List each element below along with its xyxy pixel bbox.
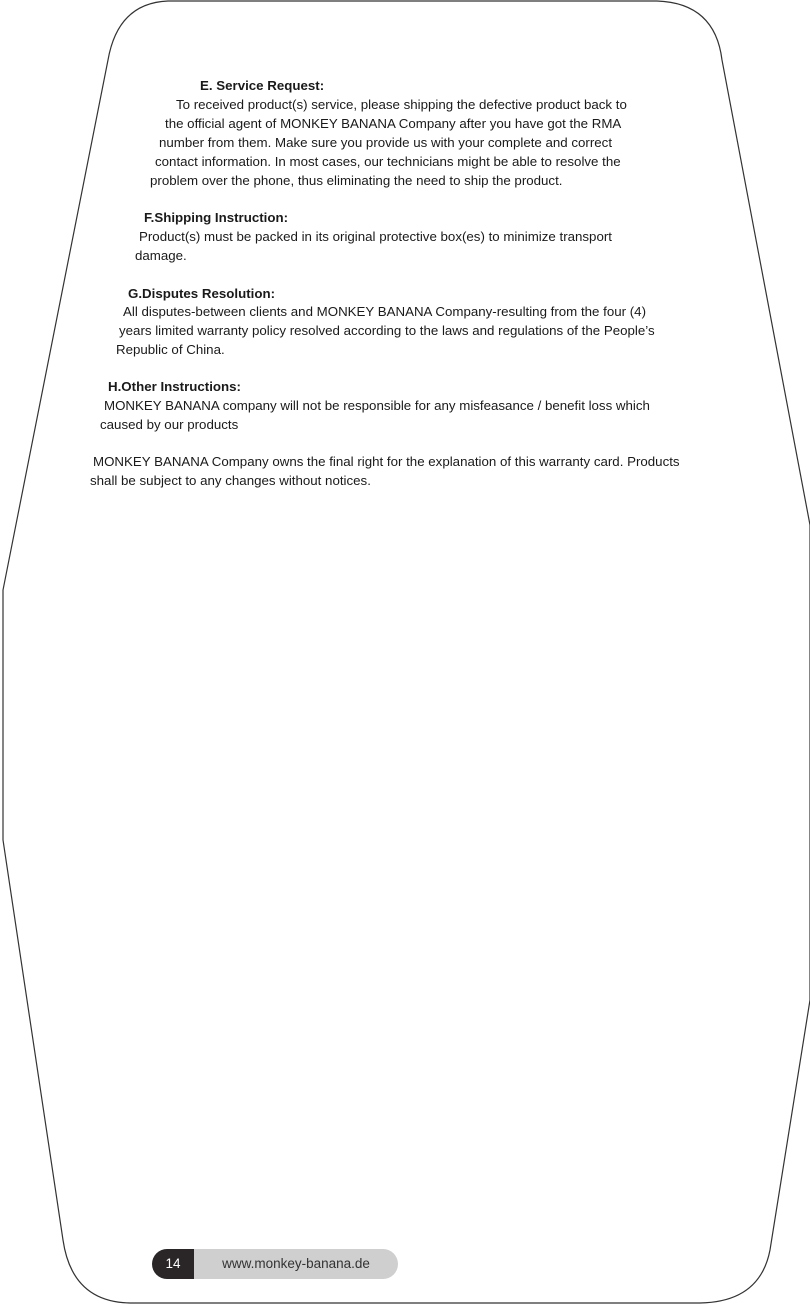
website-url[interactable]: www.monkey-banana.de	[194, 1249, 398, 1279]
section-heading-disputes: G.Disputes Resolution:	[128, 286, 276, 301]
service-text-line: number from them. Make sure you provide us with your complete and correct	[159, 135, 613, 150]
service-text-line: contact information. In most cases, our technicians might be able to resolve the	[155, 154, 621, 169]
service-text-line: To received product(s) service, please shipping the defective product back to	[176, 97, 627, 112]
section-heading-service-request: E. Service Request:	[200, 78, 325, 93]
disputes-text-line: All disputes-between clients and MONKEY BANANA Company-resulting from the four (4)	[123, 304, 646, 319]
service-text-line: the official agent of MONKEY BANANA Company after you have got the RMA	[165, 116, 622, 131]
disputes-text-line: years limited warranty policy resolved according to the laws and regulations of the People’s	[119, 323, 655, 338]
closing-text-line: shall be subject to any changes without notices.	[90, 473, 371, 488]
other-text-line: caused by our products	[100, 417, 239, 432]
other-text-line: MONKEY BANANA company will not be responsible for any misfeasance / benefit loss which	[104, 398, 650, 413]
page-number: 14	[152, 1249, 194, 1279]
disputes-text-line: Republic of China.	[116, 342, 225, 357]
service-text-line: problem over the phone, thus eliminating the need to ship the product.	[150, 173, 563, 188]
closing-text-line: MONKEY BANANA Company owns the final right for the explanation of this warranty card. Products	[93, 454, 680, 469]
section-heading-shipping: F.Shipping Instruction:	[144, 210, 289, 225]
section-heading-other: H.Other Instructions:	[108, 379, 241, 394]
shipping-text-line: Product(s) must be packed in its original protective box(es) to minimize transport	[139, 229, 612, 244]
shipping-text-line: damage.	[135, 248, 187, 263]
page-footer	[152, 1249, 398, 1279]
